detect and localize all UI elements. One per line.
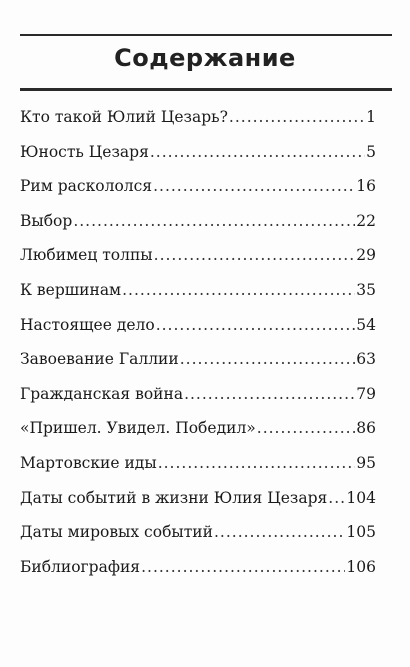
dot-leader (73, 212, 355, 230)
toc-entry (20, 489, 376, 524)
toc-entry-label: Кто такой Юлий Цезарь? (20, 108, 228, 126)
toc-entry-label: Даты событий в жизни Юлия Цезаря (20, 488, 328, 507)
toc-entry-page: 35 (356, 280, 376, 299)
toc-entry (20, 143, 376, 178)
toc-entry-page: 105 (346, 523, 376, 542)
dot-leader (184, 385, 355, 403)
toc-entry-page: 104 (346, 488, 376, 507)
dot-leader (257, 419, 355, 437)
toc-entry-page: 95 (356, 453, 376, 472)
toc-entry-label: Библиография (20, 557, 141, 576)
toc-entry-label: Гражданская война (20, 384, 184, 403)
toc-entry (20, 350, 376, 385)
toc-entry-label: К вершинам (20, 280, 122, 299)
toc-entry (20, 385, 376, 420)
dot-leader (122, 281, 355, 299)
table-of-contents (20, 108, 376, 592)
toc-entry-page: 22 (356, 211, 376, 230)
toc-entry-page: 106 (346, 557, 376, 576)
toc-entry-page: 1 (366, 108, 376, 126)
toc-entry-label: Выбор (20, 211, 73, 230)
toc-entry-page: 63 (356, 350, 376, 369)
toc-entry-label: Юность Цезаря (20, 142, 149, 161)
toc-entry-label: Даты мировых событий (20, 523, 213, 542)
toc-entry (20, 108, 376, 143)
toc-entry (20, 316, 376, 351)
toc-entry-page: 5 (366, 142, 376, 161)
top-rule (20, 34, 392, 36)
toc-entry-page: 54 (356, 315, 376, 334)
dot-leader (158, 454, 356, 472)
dot-leader (214, 523, 345, 541)
toc-entry (20, 281, 376, 316)
toc-entry-label: «Пришел. Увидел. Победил» (20, 419, 256, 438)
dot-leader (156, 316, 356, 334)
dot-leader (153, 177, 355, 195)
toc-entry-label: Мартовские иды (20, 453, 157, 472)
toc-entry-page: 79 (356, 384, 376, 403)
toc-entry-label: Рим раскололся (20, 177, 153, 196)
dot-leader (141, 558, 345, 576)
toc-entry-page: 16 (356, 177, 376, 196)
toc-entry (20, 523, 376, 558)
toc-entry (20, 419, 376, 454)
title-underline (20, 88, 392, 91)
dot-leader (229, 108, 365, 126)
toc-entry-label: Настоящее дело (20, 315, 155, 334)
toc-entry (20, 212, 376, 247)
toc-entry (20, 558, 376, 593)
toc-entry-page: 86 (356, 419, 376, 438)
toc-entry-page: 29 (356, 246, 376, 265)
dot-leader (328, 489, 345, 507)
toc-entry (20, 454, 376, 489)
toc-entry-label: Завоевание Галлии (20, 350, 179, 369)
toc-entry (20, 177, 376, 212)
toc-entry-label: Любимец толпы (20, 246, 153, 265)
dot-leader (150, 143, 365, 161)
toc-entry (20, 246, 376, 281)
dot-leader (154, 246, 356, 264)
dot-leader (180, 350, 356, 368)
page-title: Содержание (114, 44, 296, 72)
